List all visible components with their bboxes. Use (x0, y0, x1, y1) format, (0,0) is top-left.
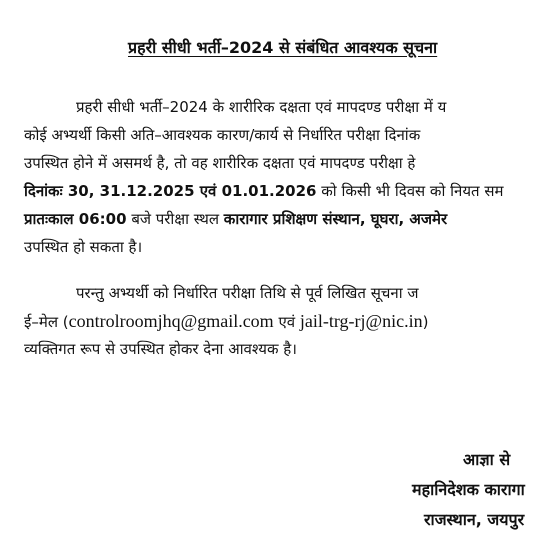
signature-place: राजस्थान, जयपुर (424, 510, 525, 529)
para1-line3: उपस्थित होने में असमर्थ है, तो वह शारीरिक दक्षता एवं मापदण्ड परीक्षा हे (24, 154, 416, 172)
para2-line3: व्यक्तिगत रूप से उपस्थित होकर देना आवश्यक है। (24, 340, 297, 358)
signature-designation: महानिदेशक कारागा (412, 480, 525, 499)
para1-line5 (24, 208, 447, 230)
para1-line6: उपस्थित हो सकता है। (24, 238, 143, 256)
para1-line5-mid: बजे परीक्षा स्थल (126, 210, 224, 228)
exam-time: प्रातःकाल 06:00 (24, 210, 127, 228)
para1-line4 (24, 180, 503, 202)
signature-by-order: आज्ञा से (463, 450, 511, 469)
exam-venue: कारागार प्रशिक्षण संस्थान, घूघरा, अजमेर (223, 210, 448, 228)
para1-line1: प्रहरी सीधी भर्ती–2024 के शारीरिक दक्षता एवं मापदण्ड परीक्षा में य (76, 98, 447, 116)
para1-line4-rest: को किसी भी दिवस को नियत सम (316, 182, 504, 200)
notice-title: प्रहरी सीधी भर्ती–2024 से संबंधित आवश्यक सूचना (128, 38, 438, 57)
para2-line1: परन्तु अभ्यर्थी को निर्धारित परीक्षा तिथि से पूर्व लिखित सूचना ज (76, 284, 419, 302)
exam-dates: दिनांकः 30, 31.12.2025 एवं 01.01.2026 (24, 182, 317, 200)
email-joiner: एवं (273, 313, 300, 331)
para1-line2: कोई अभ्यर्थी किसी अति–आवश्यक कारण/कार्य से निर्धारित परीक्षा दिनांक (24, 126, 421, 144)
email-jail-trg: jail-trg-rj@nic.in (299, 311, 423, 331)
para2-line2 (24, 310, 428, 333)
email-prefix: ई–मेल ( (24, 313, 69, 331)
email-suffix: ) (422, 313, 429, 331)
email-controlroom: controlroomjhq@gmail.com (68, 311, 274, 331)
